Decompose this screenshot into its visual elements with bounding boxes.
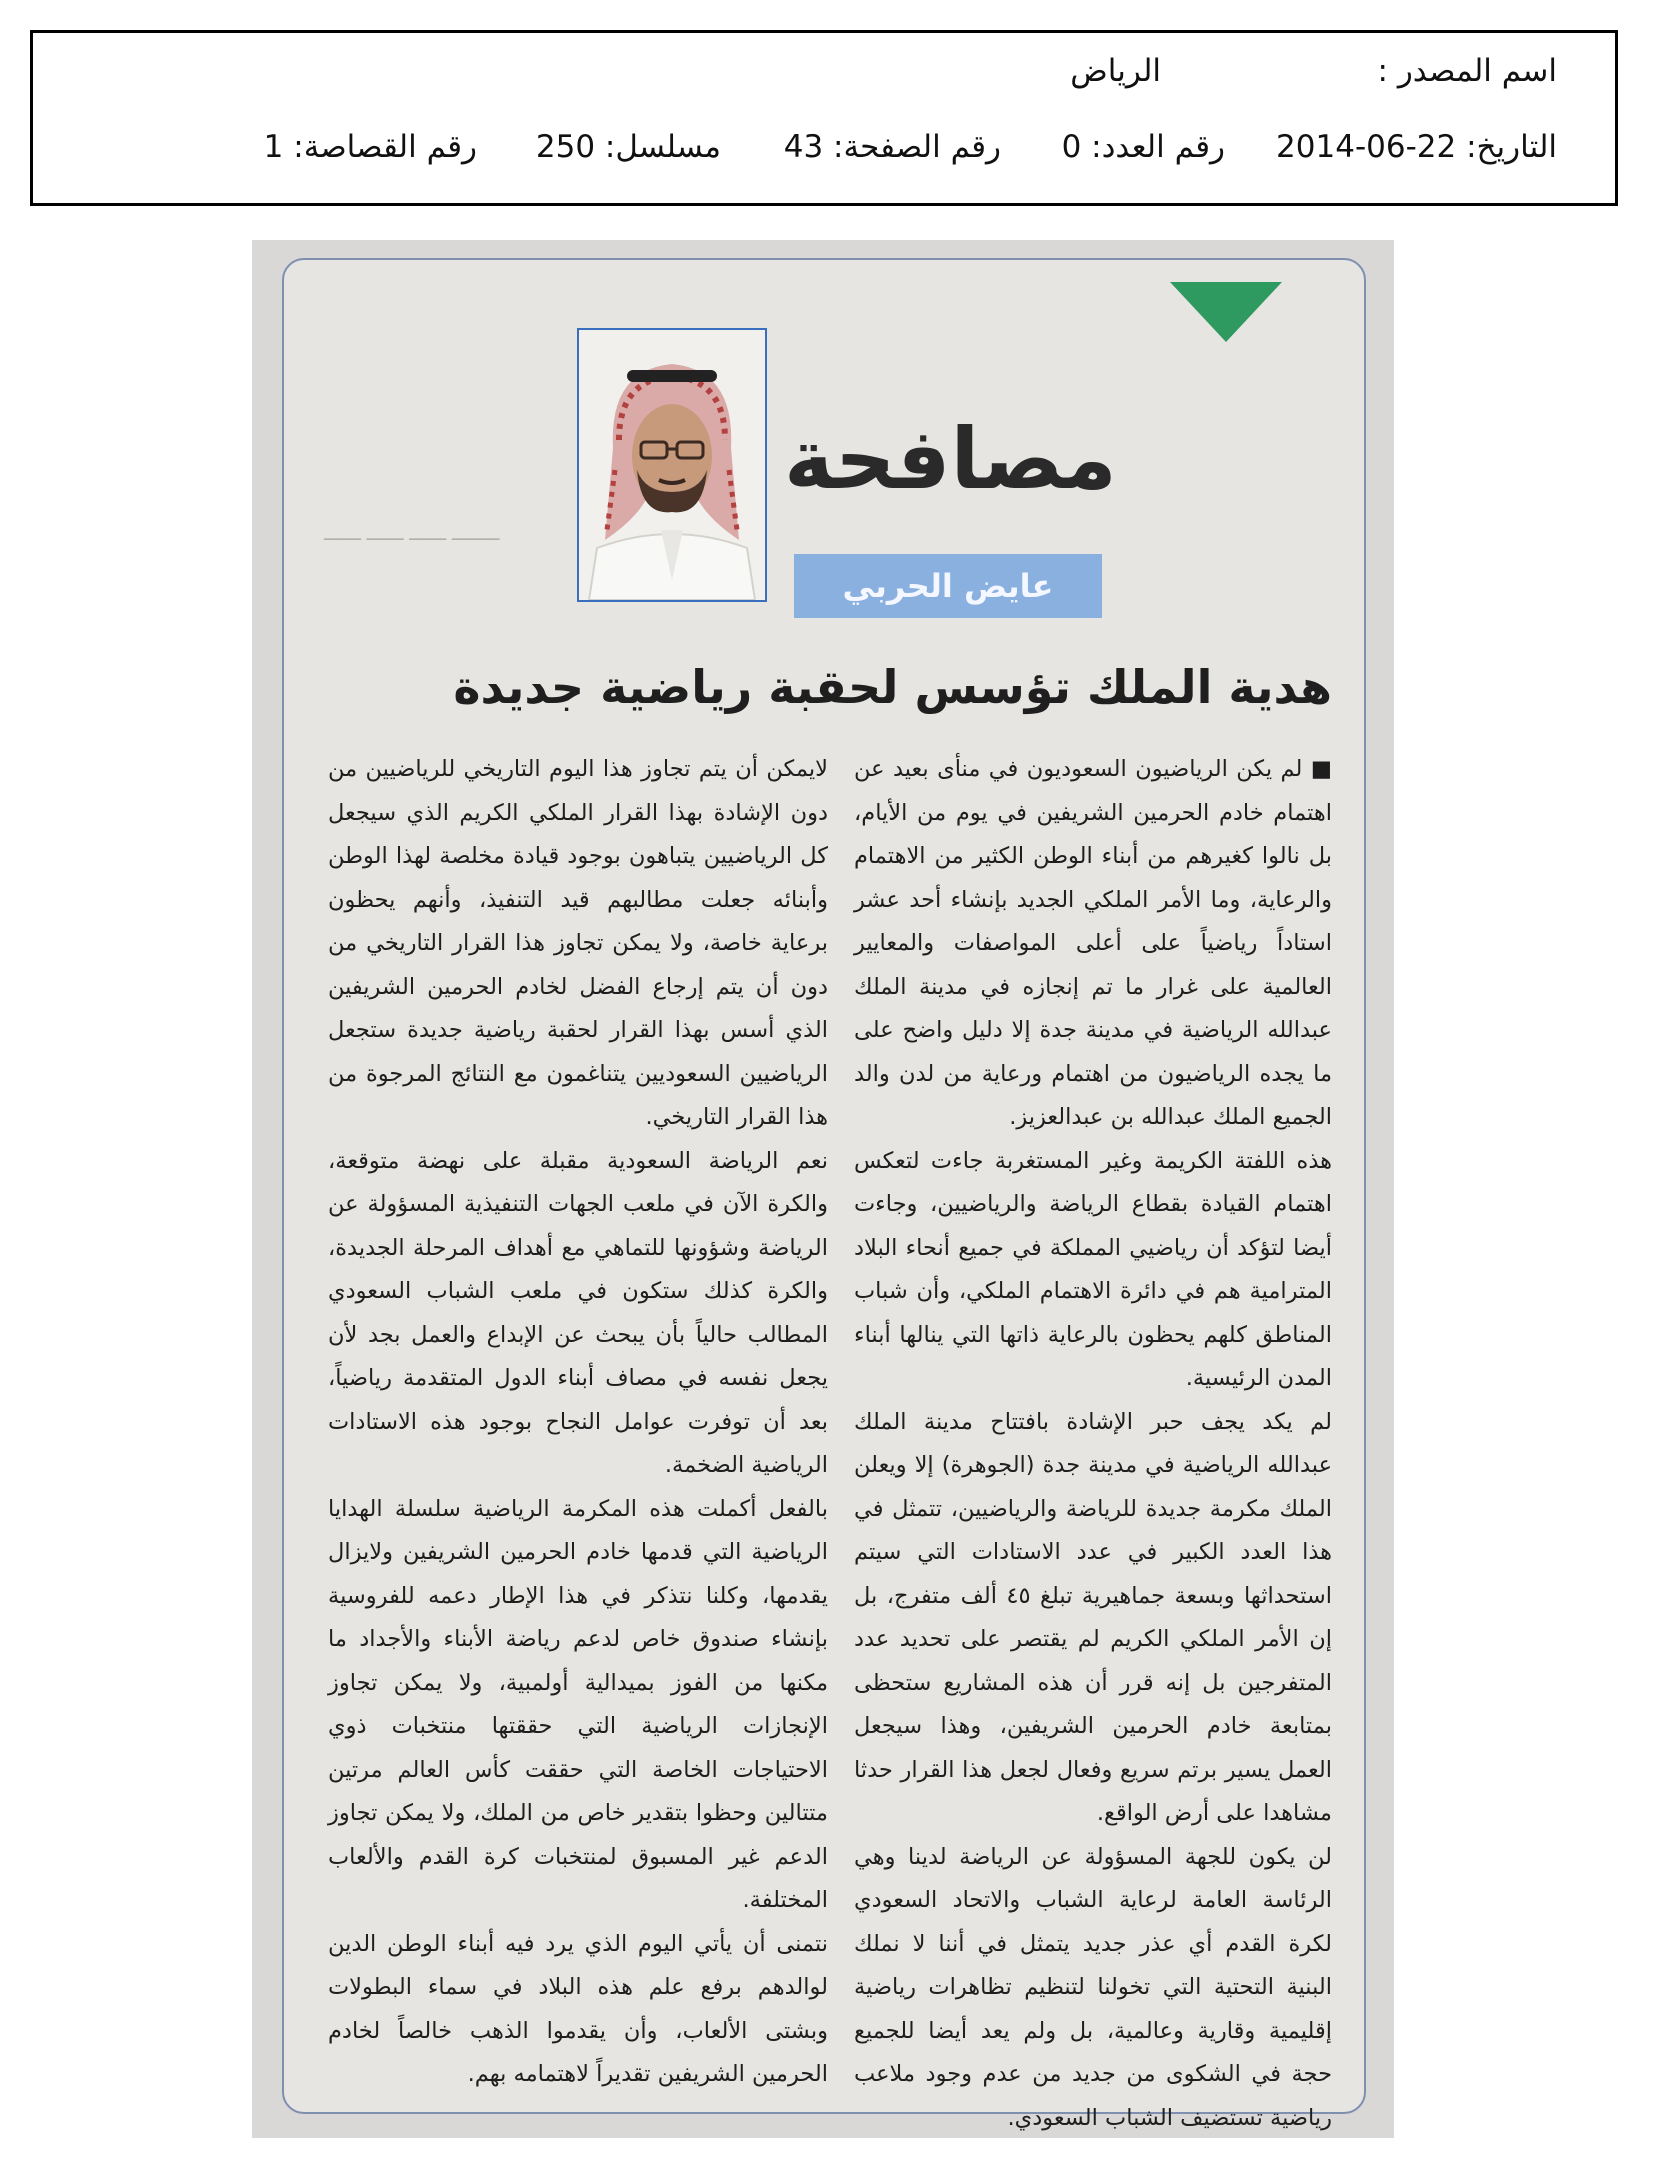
serial-field: مسلسل: 250 [535,129,721,165]
paragraph: نعم الرياضة السعودية مقبلة على نهضة متوقعة، والكرة الآن في ملعب الجهات التنفيذية المسؤولة عن الرياضة وشؤونها للتماهي مع أهداف المرحلة الجديدة، والكرة كذلك ستكون في ملعب الشباب السعودي المطالب حالياً بأن يبحث عن الإبداع والعمل بجد لأن يجعل نفسه في مصاف أبناء الدول المتقدمة رياضياً، بعد أن توفرت عوامل النجاح بوجود هذه الاستادات الرياضية الضخمة. [328,1147,828,1478]
paragraph: ■ لم يكن الرياضيون السعوديون في منأى بعيد عن اهتمام خادم الحرمين الشريفين في يوم من الأيام، بل نالوا كغيرهم من أبناء الوطن الكثير من الاهتمام والرعاية، وما الأمر الملكي الجديد بإنشاء أحد عشر استاداً رياضياً على أعلى المواصفات والمعايير العالمية على غرار ما تم إنجازه في مدينة الملك عبدالله الرياضية في مدينة جدة إلا دليل واضح على ما يجده الرياضيون من اهتمام ورعاية من لدن والد الجميع الملك عبدالله بن عبدالعزيز. [854,756,1332,1130]
date-field: التاريخ: 22-06-2014 [1276,129,1557,165]
paragraph: لن يكون للجهة المسؤولة عن الرياضة لدينا وهي الرئاسة العامة لرعاية الشباب والاتحاد السعودي لكرة القدم أي عذر جديد يتمثل في أننا لا نملك البنية التحتية التي تخولنا لتنظيم تظاهرات رياضية إقليمية وقارية وعالمية، بل ولم يعد أيضا للجميع حجة في الشكوى من جديد من عدم وجود ملاعب رياضية تستضيف الشباب السعودي. [854,1843,1332,2131]
meta-row [73,129,1557,173]
paragraph: بالفعل أكملت هذه المكرمة الرياضية سلسلة الهدايا الرياضية التي قدمها خادم الحرمين الشريفين ولايزال يقدمها، وكلنا نتذكر في هذا الإطار دعمه للفروسية بإنشاء صندوق خاص لدعم رياضة الأبناء والأجداد ما مكنها من الفوز بميدالية أولمبية، ولا يمكن تجاوز الإنجازات الرياضية التي حققتها منتخبات ذوي الاحتياجات الخاصة التي حققت كأس العالم مرتين متتالين وحظوا بتقدير خاص من الملك، ولا يمكن تجاوز الدعم غير المسبوق لمنتخبات كرة القدم والألعاب المختلفة. [328,1495,828,1913]
author-portrait-icon [579,330,765,600]
paragraph: هذه اللفتة الكريمة وغير المستغربة جاءت لتعكس اهتمام القيادة بقطاع الرياضة والرياضيين، وجاءت أيضا لتؤكد أن رياضيي المملكة في جميع أنحاء البلاد المترامية هم في دائرة الاهتمام الملكي، وأن شباب المناطق كلهم يحظون بالرعاية ذاتها التي ينالها أبناء المدن الرئيسية. [854,1147,1332,1391]
source-label: اسم المصدر : [1377,53,1557,89]
paragraph: لم يكد يجف حبر الإشادة بافتتاح مدينة الملك عبدالله الرياضية في مدينة جدة (الجوهرة) إلا ويعلن الملك مكرمة جديدة للرياضة والرياضيين، تتمثل في هذا العدد الكبير في عدد الاستادات التي سيتم استحداثها وبسعة جماهيرية تبلغ ٤٥ ألف متفرج، بل إن الأمر الملكي الكريم لم يقتصر على تحديد عدد المتفرجين بل إنه قرر أن هذه المشاريع ستحظى بمتابعة خادم الحرمين الشريفين، وهذا سيجعل العمل يسير برتم سريع وفعال لجعل هذا القرار حدثا مشاهدا على أرض الواقع. [854,1408,1332,1826]
source-row [73,53,1557,97]
newspaper-clipping [252,240,1394,2138]
paragraph: نتمنى أن يأتي اليوم الذي يرد فيه أبناء الوطن الدين لوالدهم برفع علم هذه البلاد في سماء البطولات وبشتى الألعاب، وأن يقدموا الذهب خالصاً لخادم الحرمين الشريفين تقديراً لاهتمامه بهم. [328,1930,828,2087]
author-photo [577,328,767,602]
article-column-right [854,748,1332,2140]
paragraph: لايمكن أن يتم تجاوز هذا اليوم التاريخي للرياضيين من دون الإشادة بهذا القرار الملكي الكريم الذي سيجعل كل الرياضيين يتباهون بوجود قيادة مخلصة لهذا الوطن وأبنائه جعلت مطالبهم قيد التنفيذ، وأنهم يحظون برعاية خاصة، ولا يمكن تجاوز هذا القرار التاريخي من دون أن يتم إرجاع الفضل لخادم الحرمين الشريفين الذي أسس بهذا القرار لحقبة رياضية جديدة ستجعل الرياضيين السعوديين يتناغمون مع النتائج المرجوة من هذا القرار التاريخي. [328,756,828,1130]
author-name: عايض الحربي [794,554,1102,618]
source-value: الرياض [1070,53,1161,89]
article-panel [282,258,1366,2131]
green-triangle-icon [1170,282,1282,342]
article-headline: هدية الملك تؤسس لحقبة رياضية جديدة [453,660,1332,714]
source-info-box [30,30,1618,206]
clip-number-field: رقم القصاصة: 1 [263,129,477,165]
page-field: رقم الصفحة: 43 [783,129,1001,165]
article-column-left [328,748,828,2097]
bleed-through-text: ـــــــــ ـــــــ ـــــــ ـــــــ [324,524,500,545]
column-name: مصافحة [784,410,1117,508]
issue-field: رقم العدد: 0 [1061,129,1225,165]
